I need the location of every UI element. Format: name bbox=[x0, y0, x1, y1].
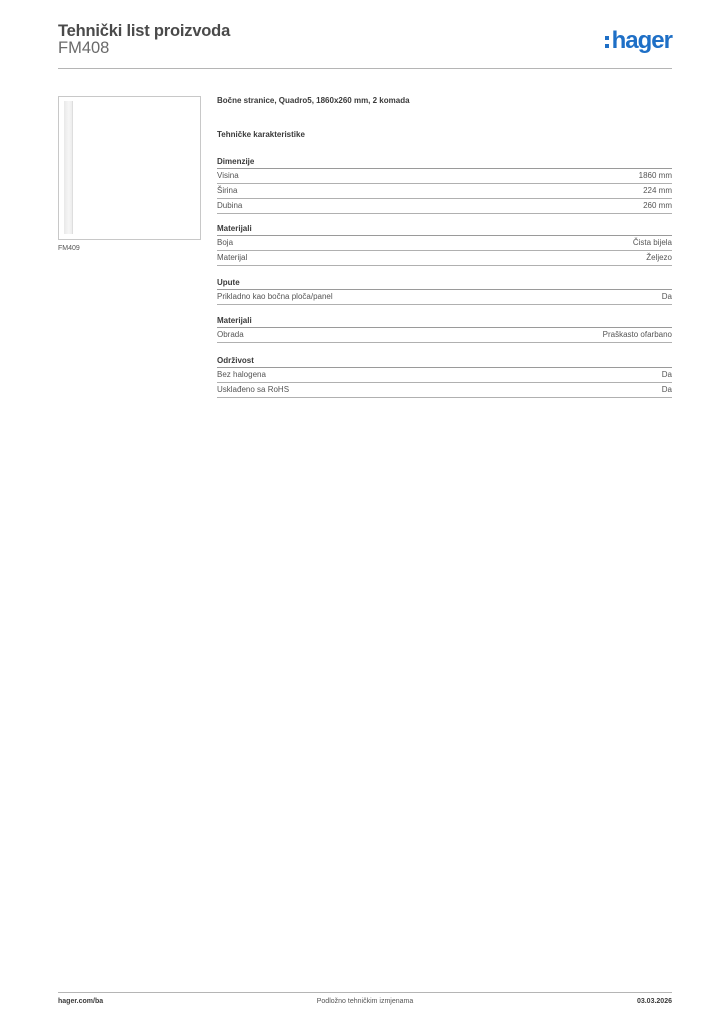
product-code: FM408 bbox=[58, 39, 110, 57]
spec-row bbox=[217, 169, 672, 184]
spec-label: Bez halogena bbox=[217, 370, 266, 379]
spec-label: Usklađeno sa RoHS bbox=[217, 385, 290, 394]
spec-label: Prikladno kao bočna ploča/panel bbox=[217, 292, 333, 301]
product-image bbox=[58, 96, 201, 240]
website-link[interactable]: hager.com/ba bbox=[58, 998, 104, 1005]
logo-text: hager bbox=[611, 27, 672, 54]
spec-value: Praškasto ofarbano bbox=[602, 330, 672, 339]
spec-value: Čista bijela bbox=[632, 238, 672, 247]
spec-label: Dubina bbox=[217, 201, 243, 210]
spec-label: Širina bbox=[217, 186, 238, 195]
spec-value: 1860 mm bbox=[638, 171, 672, 180]
page-header bbox=[58, 20, 672, 68]
spec-row bbox=[217, 368, 672, 383]
section-title: Održivost bbox=[217, 355, 672, 368]
spec-value: Željezo bbox=[646, 253, 672, 262]
spec-label: Materijal bbox=[217, 253, 248, 262]
product-image-caption: FM409 bbox=[58, 245, 80, 252]
hager-logo bbox=[605, 28, 672, 54]
spec-row bbox=[217, 184, 672, 199]
document-title: Tehnički list proizvoda bbox=[58, 22, 231, 40]
footer-date: 03.03.2026 bbox=[636, 998, 672, 1005]
tech-specs-title: Tehničke karakteristike bbox=[217, 130, 305, 139]
spec-row bbox=[217, 251, 672, 266]
spec-value: Da bbox=[661, 292, 672, 301]
header-divider bbox=[58, 68, 672, 69]
product-description: Bočne stranice, Quadro5, 1860x260 mm, 2 komada bbox=[217, 96, 410, 105]
spec-section-sustainability bbox=[217, 355, 672, 398]
logo-colon-icon bbox=[605, 32, 610, 50]
footer-divider bbox=[58, 992, 672, 993]
spec-value: Da bbox=[661, 370, 672, 379]
spec-row bbox=[217, 199, 672, 214]
spec-row bbox=[217, 383, 672, 398]
spec-section-instructions bbox=[217, 277, 672, 305]
spec-value: Da bbox=[661, 385, 672, 394]
side-panel-illustration bbox=[64, 101, 73, 234]
spec-value: 260 mm bbox=[643, 201, 672, 210]
spec-row bbox=[217, 236, 672, 251]
spec-label: Obrada bbox=[217, 330, 244, 339]
spec-section-finish bbox=[217, 315, 672, 343]
spec-label: Boja bbox=[217, 238, 234, 247]
spec-label: Visina bbox=[217, 171, 239, 180]
section-title: Upute bbox=[217, 277, 672, 290]
spec-section-dimensions bbox=[217, 156, 672, 214]
spec-value: 224 mm bbox=[643, 186, 672, 195]
spec-row bbox=[217, 290, 672, 305]
section-title: Materijali bbox=[217, 223, 672, 236]
section-title: Materijali bbox=[217, 315, 672, 328]
section-title: Dimenzije bbox=[217, 156, 672, 169]
spec-section-materials bbox=[217, 223, 672, 266]
footer-notice: Podložno tehničkim izmjenama bbox=[316, 998, 414, 1005]
spec-row bbox=[217, 328, 672, 343]
